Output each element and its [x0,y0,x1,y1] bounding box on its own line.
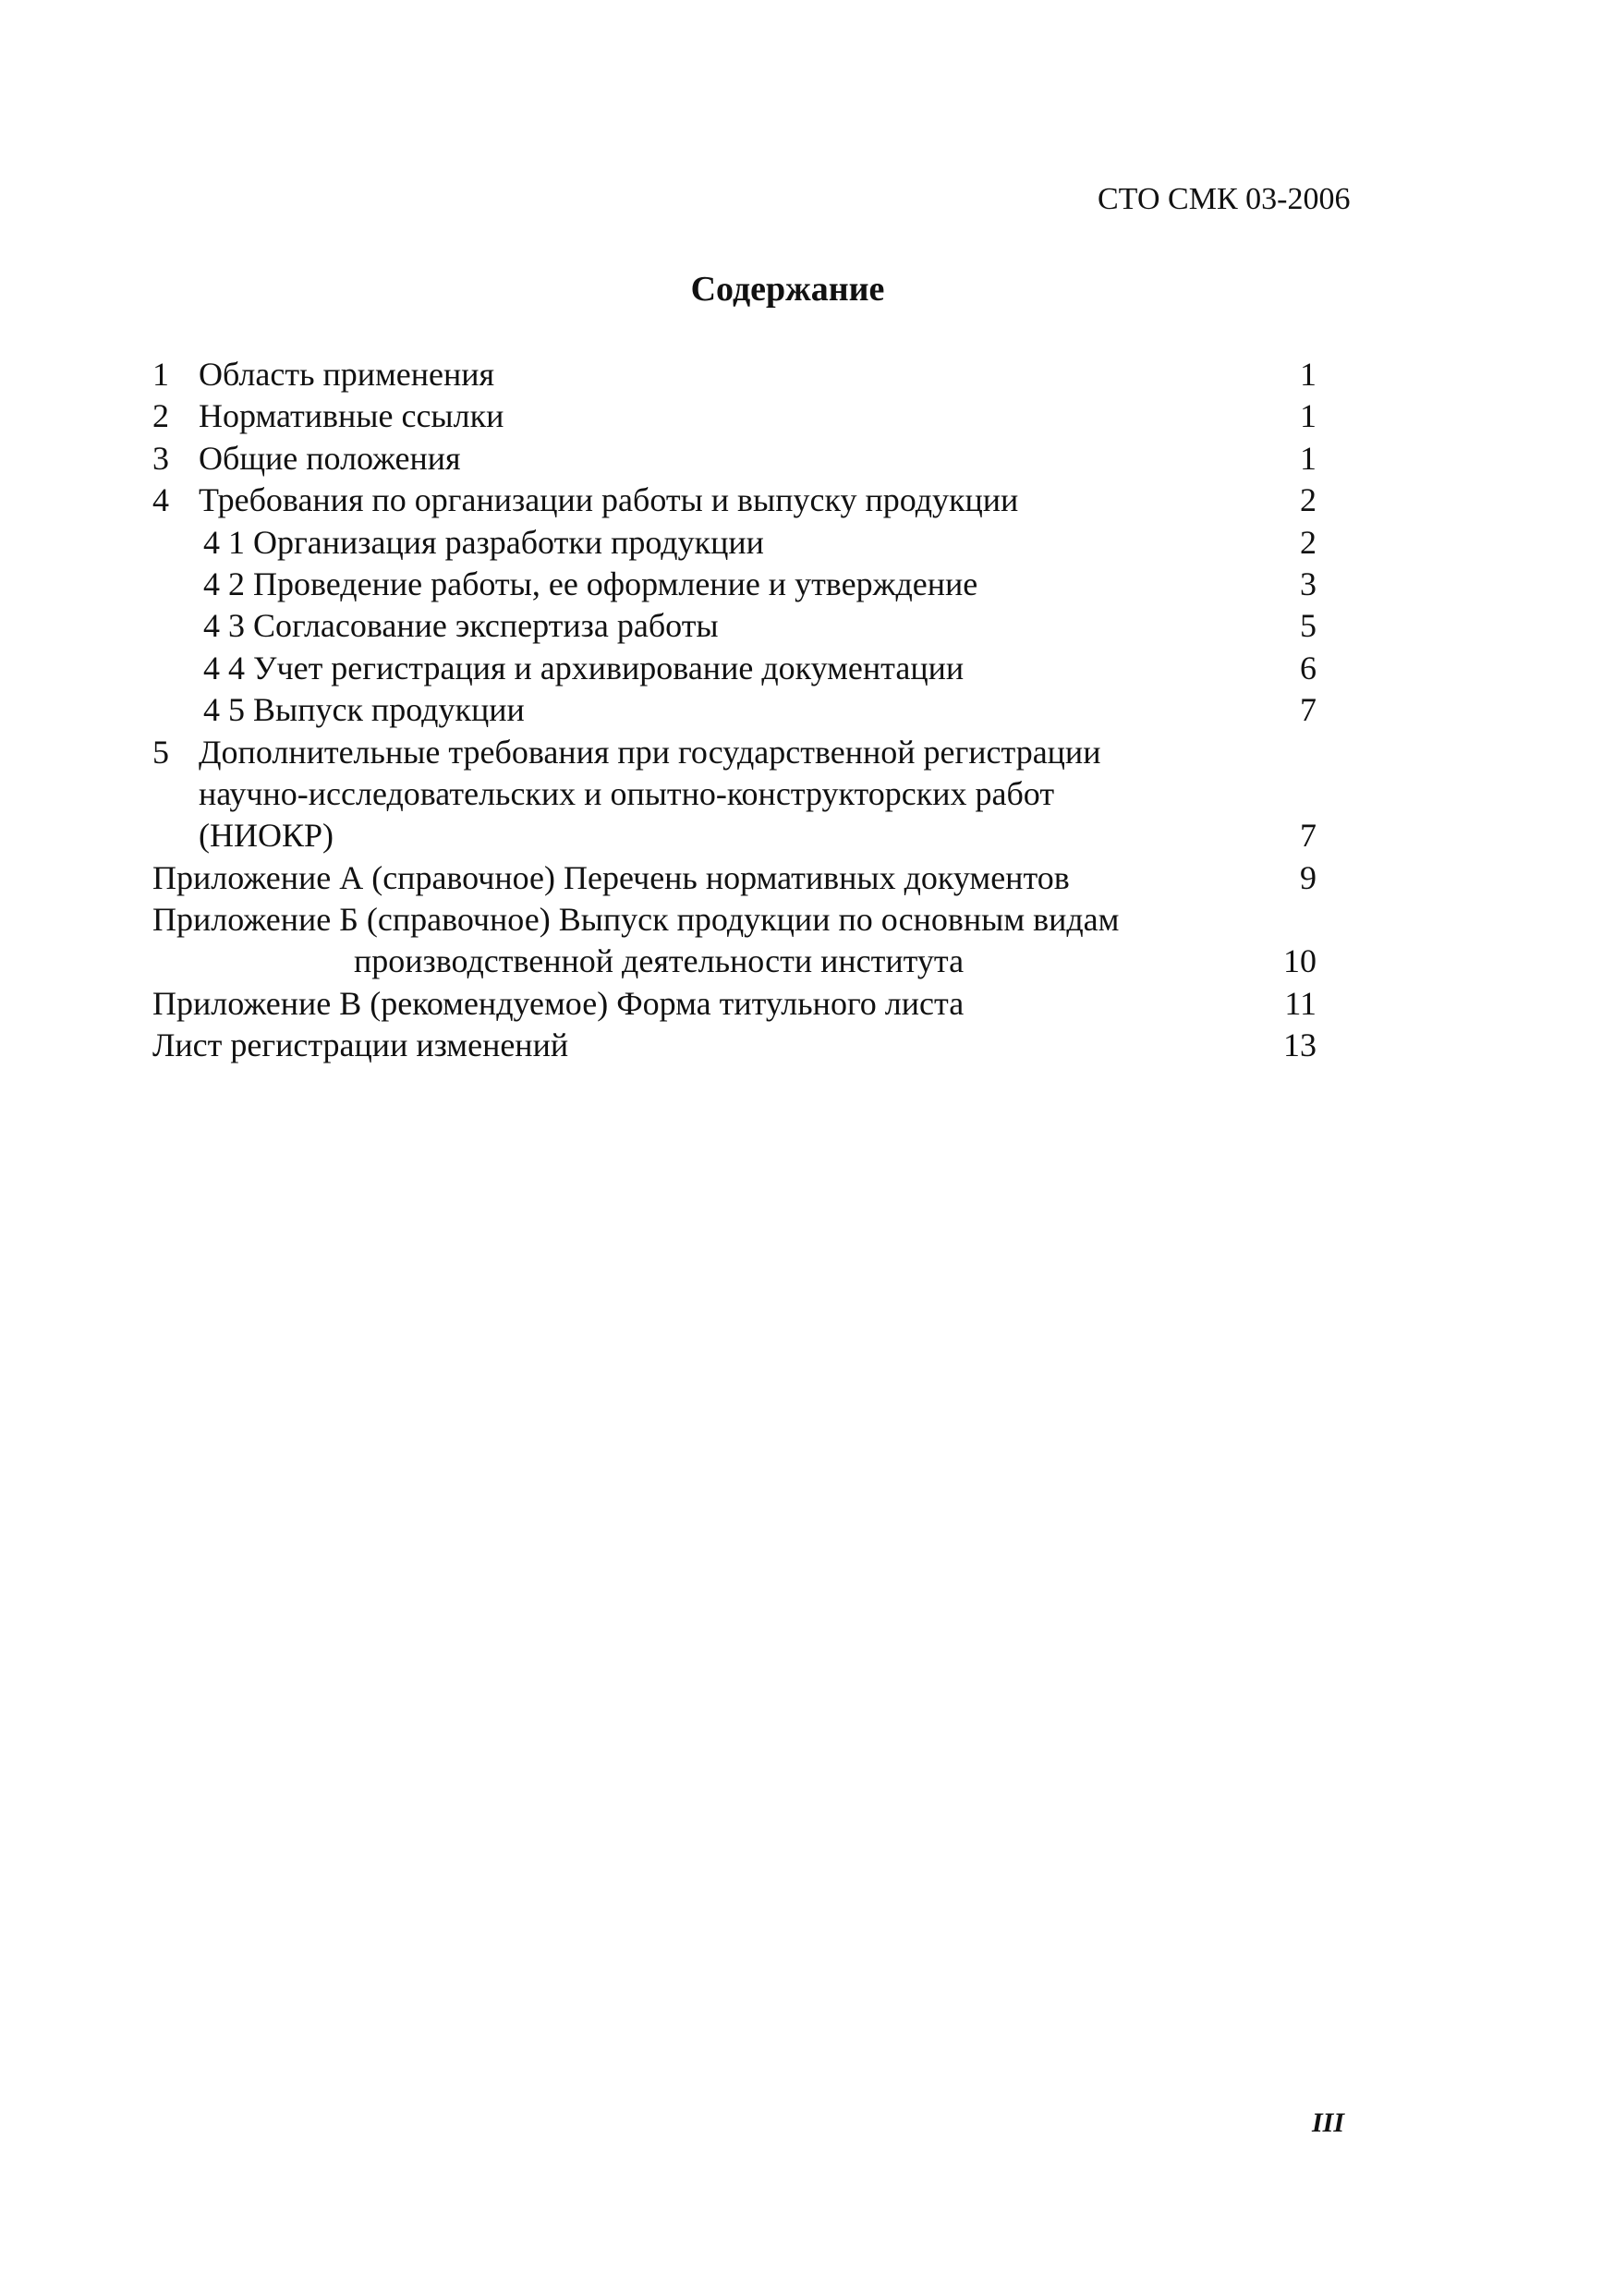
toc-entry-number: 1 [152,356,169,393]
toc-entry-number: 2 [152,397,169,435]
toc-entry-title: Приложение Б (справочное) Выпуск продукции по основным видам [152,901,1120,939]
toc-entry-page: 5 [1300,607,1317,645]
toc-entry [152,815,1317,856]
toc-entry-title: научно-исследовательских и опытно-конструкторских работ [199,774,1055,812]
toc-entry [152,395,1317,437]
document-code: СТО СМК 03-2006 [1098,182,1351,216]
toc-entry [152,773,1317,815]
toc-entry-title: 4 3 Согласование экспертиза работы [203,607,719,645]
toc-entry [152,899,1317,941]
toc-entry [152,941,1317,982]
toc-entry-number: 5 [152,733,169,771]
toc-entry-page: 10 [1283,942,1317,980]
toc-entry-number: 4 [152,481,169,519]
toc-entry-page: 7 [1300,691,1317,729]
toc-entry [152,564,1317,605]
toc-entry-title: 4 2 Проведение работы, ее оформление и утверждение [203,565,978,602]
toc-entry-title: Требования по организации работы и выпуску продукции [199,481,1019,519]
toc-entry-page: 6 [1300,649,1317,686]
toc-entry-page: 2 [1300,481,1317,519]
toc-entry [152,689,1317,731]
toc-entry [152,857,1317,899]
toc-entry-title: Область применения [199,356,495,393]
toc-entry-title: Лист регистрации изменений [152,1027,569,1064]
toc-entry-number: 3 [152,439,169,477]
toc-entry [152,605,1317,647]
toc-entry [152,354,1317,395]
page-number: III [1312,2108,1345,2138]
toc-entry-page: 1 [1300,356,1317,393]
toc-entry-title: производственной деятельности института [354,942,965,980]
toc-entry-page: 9 [1300,858,1317,896]
toc-entry-title: (НИОКР) [199,817,334,855]
toc-entry-title: Нормативные ссылки [199,397,504,435]
toc-entry-title: Дополнительные требования при государственной регистрации [199,733,1101,771]
toc-entry [152,522,1317,564]
toc-entry-page: 3 [1300,565,1317,602]
toc-entry [152,648,1317,689]
toc-entry-page: 13 [1283,1027,1317,1064]
toc-entry [152,983,1317,1025]
toc-entry [152,438,1317,480]
toc-entry-title: Приложение В (рекомендуемое) Форма титульного листа [152,984,965,1022]
toc-entry-title: Приложение А (справочное) Перечень нормативных документов [152,858,1070,896]
toc-entry-page: 1 [1300,397,1317,435]
toc-entry-page: 7 [1300,817,1317,855]
toc-entry-page: 1 [1300,439,1317,477]
table-of-contents [152,354,1317,1067]
toc-entry [152,1025,1317,1066]
toc-entry [152,732,1317,773]
toc-entry [152,480,1317,521]
toc-entry-title: Общие положения [199,439,461,477]
toc-entry-title: 4 4 Учет регистрация и архивирование документации [203,649,965,686]
toc-title: Содержание [690,270,885,309]
toc-entry-page: 11 [1284,984,1317,1022]
toc-entry-title: 4 1 Организация разработки продукции [203,523,764,561]
toc-entry-page: 2 [1300,523,1317,561]
toc-entry-title: 4 5 Выпуск продукции [203,691,525,729]
